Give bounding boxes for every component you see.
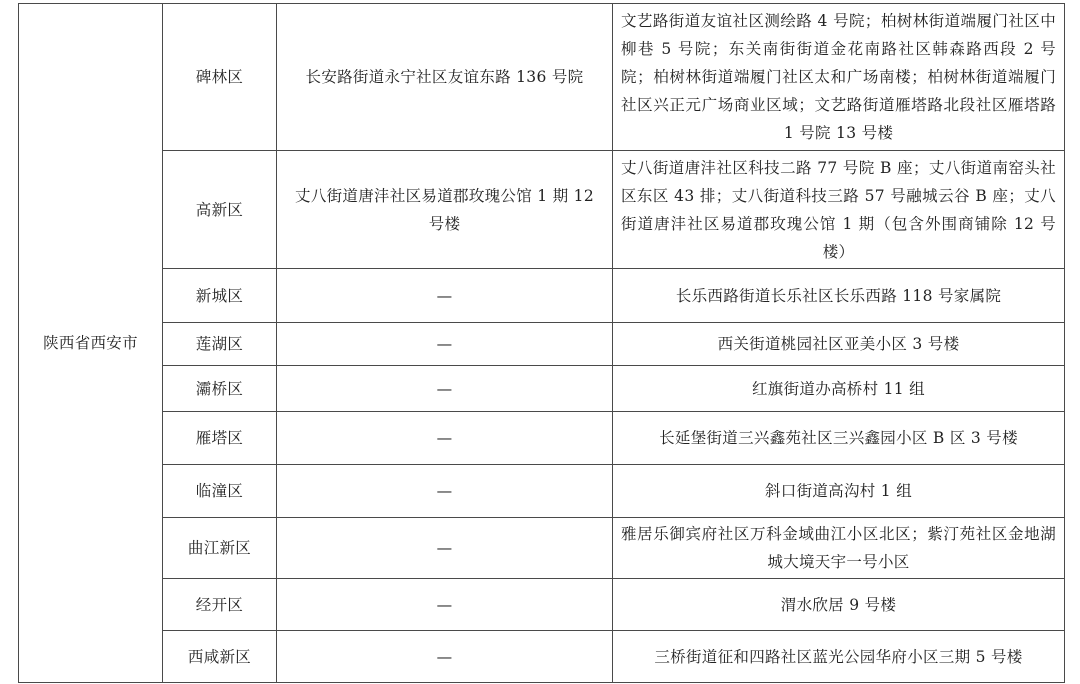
district-cell: 经开区 [163,579,277,631]
table-row [19,465,1065,518]
table-row [19,579,1065,631]
places-cell: 雅居乐御宾府社区万科金域曲江小区北区；紫汀苑社区金地湖城大境天宇一号小区 [613,518,1065,579]
risk-area-table [18,3,1065,683]
places-cell: 丈八街道唐沣社区科技二路 77 号院 B 座；丈八街道南窑头社区东区 43 排；丈八街道科技三路 57 号融城云谷 B 座；丈八街道唐沣社区易道郡玫瑰公馆 1 期（包含外围商铺除 12 号楼） [613,151,1065,269]
table-row [19,323,1065,366]
district-cell: 西咸新区 [163,631,277,683]
area-cell: — [277,269,613,323]
area-cell: — [277,366,613,412]
places-cell: 渭水欣居 9 号楼 [613,579,1065,631]
table-row [19,412,1065,465]
area-cell: — [277,579,613,631]
district-cell: 高新区 [163,151,277,269]
table-row [19,631,1065,683]
area-cell: — [277,323,613,366]
district-cell: 碑林区 [163,4,277,151]
area-cell: — [277,631,613,683]
table-row [19,269,1065,323]
district-cell: 莲湖区 [163,323,277,366]
district-cell: 灞桥区 [163,366,277,412]
places-cell: 文艺路街道友谊社区测绘路 4 号院；柏树林街道端履门社区中柳巷 5 号院；东关南街街道金花南路社区韩森路西段 2 号院；柏树林街道端履门社区太和广场南楼；柏树林街道端履门社区兴正元广场商业区域；文艺路街道雁塔路北段社区雁塔路 1 号院 13 号楼 [613,4,1065,151]
places-cell: 三桥街道征和四路社区蓝光公园华府小区三期 5 号楼 [613,631,1065,683]
table-row [19,151,1065,269]
places-cell: 西关街道桃园社区亚美小区 3 号楼 [613,323,1065,366]
table-row [19,518,1065,579]
area-cell: — [277,465,613,518]
district-cell: 新城区 [163,269,277,323]
area-cell: 丈八街道唐沣社区易道郡玫瑰公馆 1 期 12 号楼 [277,151,613,269]
places-cell: 斜口街道高沟村 1 组 [613,465,1065,518]
area-cell: — [277,412,613,465]
province-cell: 陕西省西安市 [19,4,163,683]
places-cell: 长延堡街道三兴鑫苑社区三兴鑫园小区 B 区 3 号楼 [613,412,1065,465]
places-cell: 红旗街道办高桥村 11 组 [613,366,1065,412]
places-cell: 长乐西路街道长乐社区长乐西路 118 号家属院 [613,269,1065,323]
area-cell: 长安路街道永宁社区友谊东路 136 号院 [277,4,613,151]
district-cell: 雁塔区 [163,412,277,465]
area-cell: — [277,518,613,579]
table-row [19,366,1065,412]
table-row [19,4,1065,151]
district-cell: 曲江新区 [163,518,277,579]
district-cell: 临潼区 [163,465,277,518]
